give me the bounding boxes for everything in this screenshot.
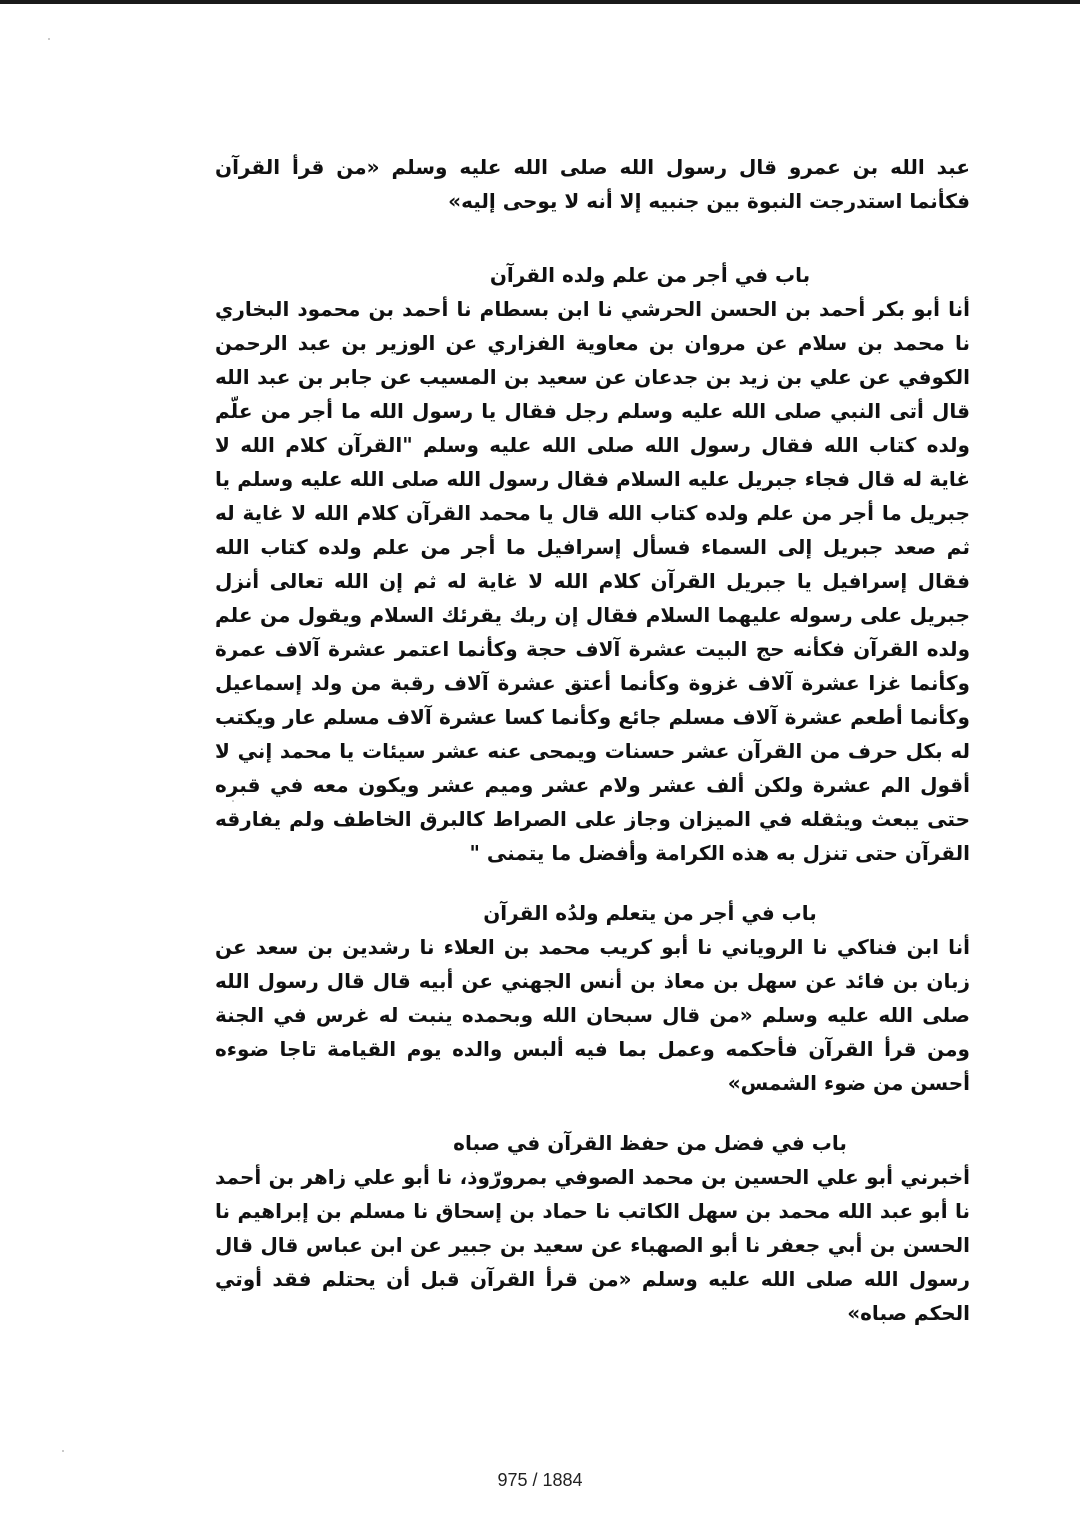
section-body-1: أنا أبو بكر أحمد بن الحسن الحرشي نا ابن بسطام نا أحمد بن محمود البخاري نا محمد بن سلام عن مروان بن معاوية الفزاري عن الوزير بن عبد الرحمن الكوفي عن علي بن زيد بن جدعان عن سعيد بن المسيب عن جابر بن عبد الله قال أتى النبي صلى الله عليه وسلم رجل فقال يا رسول الله ما أجر من علّم ولده كتاب الله فقال رسول الله صلى الله عليه وسلم "القرآن كلام الله لا غاية له قال فجاء جبريل عليه السلام فقال رسول الله صلى الله عليه وسلم يا جبريل ما أجر من علم ولده كتاب الله قال يا محمد القرآن كلام الله لا غاية له ثم صعد جبريل إلى السماء فسأل إسرافيل ما أجر من علم ولده كتاب الله فقال إسرافيل يا جبريل القرآن كلام الله لا غاية له ثم إن الله تعالى أنزل جبريل على رسوله عليهما السلام فقال إن ربك يقرئك السلام ويقول من علم ولده القرآن فكأنه حج البيت عشرة آلاف حجة وكأنما اعتمر عشرة آلاف عمرة وكأنما غزا عشرة آلاف غزوة وكأنما أعتق عشرة آلاف رقبة من ولد إسماعيل وكأنما أطعم عشرة آلاف مسلم جائع وكأنما كسا عشرة آلاف مسلم عار ويكتب له بكل حرف من القرآن عشر حسنات ويمحى عنه عشر سيئات يا محمد إني لا أقول الم عشرة ولكن ألف عشر ولام عشر وميم عشر ويكون معه في قبره حتى يبعث ويثقله في الميزان وجاز على الصراط كالبرق الخاطف ولم يفارقه القرآن حتى تنزل به هذه الكرامة وأفضل ما يتمنى " (215, 297, 970, 865)
section-heading-3: باب في فضل من حفظ القرآن في صباه (453, 1131, 847, 1155)
scan-speck (48, 38, 50, 40)
page-number: 975 / 1884 (497, 1470, 583, 1490)
scan-speck (62, 1450, 64, 1452)
intro-paragraph: عبد الله بن عمرو قال رسول الله صلى الله عليه وسلم «من قرأ القرآن فكأنما استدرجت النبوة بين جنبيه إلا أنه لا يوحى إليه» (215, 155, 970, 213)
section-body-3: أخبرني أبو علي الحسين بن محمد الصوفي بمرورّوذ، نا أبو علي زاهر بن أحمد نا أبو عبد الله محمد بن سهل الكاتب نا حماد بن إسحاق نا مسلم بن إبراهيم نا الحسن بن أبي جعفر نا أبو الصهباء عن سعيد بن جبير عن ابن عباس قال قال رسول الله صلى الله عليه وسلم «من قرأ القرآن قبل أن يحتلم فقد أوتي الحكم صباه» (215, 1165, 970, 1325)
scan-speck (232, 800, 234, 802)
section-heading-2: باب في أجر من يتعلم ولدُه القرآن (483, 901, 817, 925)
section-body-2: أنا ابن فناكي نا الروياني نا أبو كريب محمد بن العلاء نا رشدين بن سعد عن زبان بن فائد عن سهل بن معاذ بن أنس الجهني عن أبيه قال قال رسول الله صلى الله عليه وسلم «من قال سبحان الله وبحمده ينبت له غرس في الجنة ومن قرأ القرآن فأحكمه وعمل بما فيه ألبس والده يوم القيامة تاجا ضوءه أحسن من ضوء الشمس» (215, 935, 970, 1095)
section-heading-1: باب في أجر من علم ولده القرآن (489, 263, 811, 287)
page-text (215, 150, 970, 1330)
scan-top-edge (0, 0, 1080, 4)
